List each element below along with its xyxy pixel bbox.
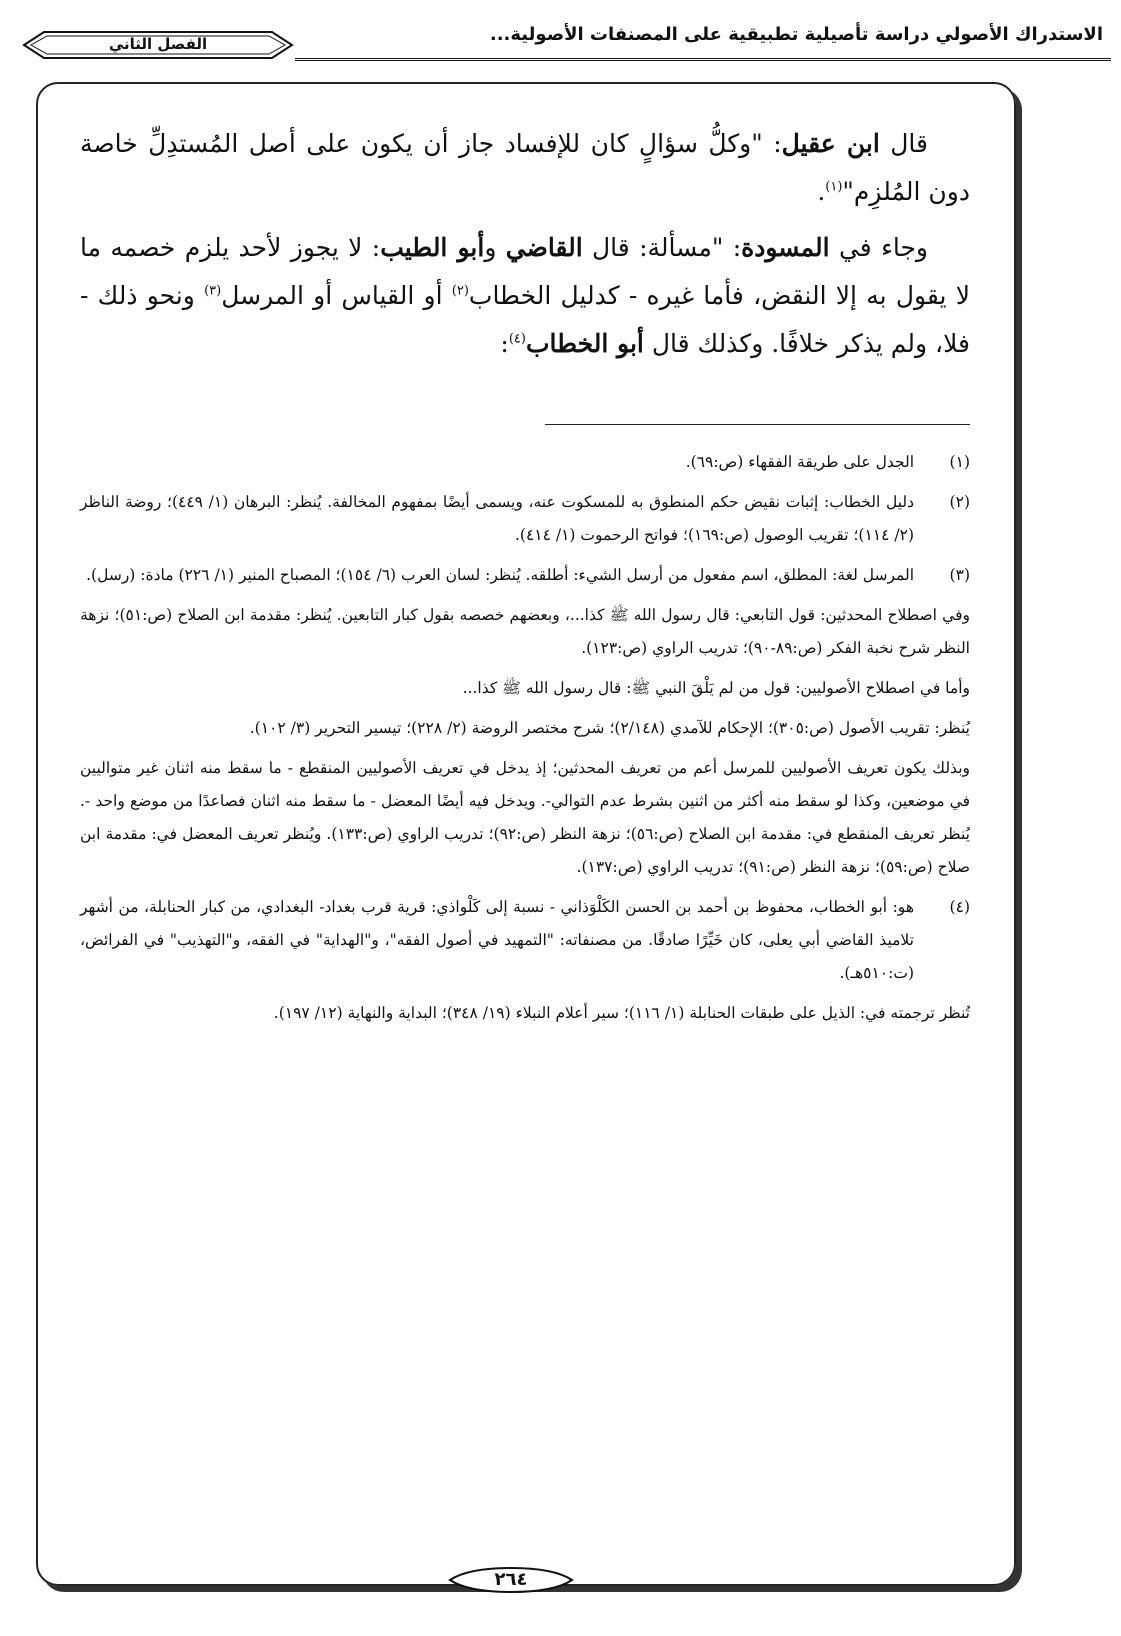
footnotes [80,446,970,1037]
paragraph-musawwada: وجاء في المسودة: "مسألة: قال القاضي وأبو الطيب: لا يجوز لأحد يلزم خصمه ما لا يقول به إلا النقض، فأما غيره - كدليل الخطاب$^{(٢)}$ أو القياس أو المرسل$^{(٣)}$ ونحو ذلك - فلا، ولم يذكر خلافًا. وكذلك قال أبو الخطاب$^{(٤)}$: [80,233,970,358]
footnote-ref-4: (٤) [508,331,526,347]
footnote-1 [80,446,970,479]
footnote-divider [545,424,970,425]
page-number-badge [448,1566,574,1594]
footnote-text: دليل الخطاب: إثبات نقيض حكم المنطوق به للمسكوت عنه، ويسمى أيضًا بمفهوم المخالفة. يُنظر: البرهان (١/ ٤٤٩)؛ روضة الناظر (٢/ ١١٤)؛ تقريب الوصول (ص:١٦٩)؛ فواتح الرحموت (١/ ٤١٤). [80,493,914,544]
header-rule [295,58,1111,61]
running-title: الاستدراك الأصولي دراسة تأصيلية تطبيقية على المصنفات الأصولية... [489,24,1103,45]
footnote-number: (٣) [949,566,970,584]
footnote-4-biography-sources: تُنظر ترجمته في: الذيل على طبقات الحنابلة (١/ ١١٦)؛ سير أعلام النبلاء (١٩/ ٣٤٨)؛ البداية والنهاية (١٢/ ١٩٧). [273,1004,970,1022]
footnote-3-usul-definition: وأما في اصطلاح الأصوليين: قول من لم يَلْقَ النبي ﷺ: قال رسول الله ﷺ كذا... [462,679,970,697]
chapter-label: الفصل الثاني [108,35,208,53]
footnote-ref-1: (١) [825,179,843,195]
name-abu-al-khattab: أبو الخطاب [525,329,644,358]
footnote-ref-3: (٣) [204,283,222,299]
paragraph-ibn-aqil: قال ابن عقيل: "وكلُّ سؤالٍ كان للإفساد جاز أن يكون على أصل المُستدِلِّ خاصة دون المُلزِم"$^{(١)}$. [80,129,970,206]
page-number: ٢٦٤ [494,1569,528,1590]
footnote-3 [80,559,970,592]
footnote-text: هو: أبو الخطاب، محفوظ بن أحمد بن الحسن الكَلْوَذاني - نسبة إلى كَلْواذي: قرية قرب بغداد- البغدادي، من كبار الحنابلة، من أشهر تلاميذ القاضي أبي يعلى، كان خَيِّرًا صادقًا. من مصنفاته: "التمهيد في أصول الفقه"، و"الهداية" في الفقه، و"التهذيب" في الفرائض، (ت:٥١٠هـ). [80,898,914,982]
footnote-4 [80,891,970,990]
footnote-number: (٢) [949,493,970,511]
page-header [0,0,1121,70]
book-title-musawwada: المسودة [741,233,830,262]
chapter-tab [22,30,294,60]
footnote-text: المرسل لغة: المطلق، اسم مفعول من أرسل الشيء: أطلقه. يُنظر: لسان العرب (٦/ ١٥٤)؛ المصباح المنير (١/ ٢٢٦) مادة: (رسل). [86,566,914,584]
footnote-3-references: يُنظر: تقريب الأصول (ص:٣٠٥)؛ الإحكام للآمدي (٢/١٤٨)؛ شرح مختصر الروضة (٢/ ٢٢٨)؛ تيسير التحرير (٣/ ١٠٢). [249,719,970,737]
footnote-number: (١) [949,453,970,471]
footnote-ref-2: (٢) [451,283,469,299]
footnote-number: (٤) [949,898,970,916]
name-qadi: القاضي [505,233,583,262]
name-abu-al-tayyib: أبو الطيب [380,233,485,262]
main-text [80,120,970,376]
footnote-text: الجدل على طريقة الفقهاء (ص:٦٩). [685,453,914,471]
footnote-3-hadith-definition: وفي اصطلاح المحدثين: قول التابعي: قال رسول الله ﷺ كذا...، وبعضهم خصصه بقول كبار التابعين. يُنظر: مقدمة ابن الصلاح (ص:٥١)؛ نزهة النظر شرح نخبة الفكر (ص:٨٩-٩٠)؛ تدريب الراوي (ص:١٢٣). [80,606,970,657]
name-ibn-aqil: ابن عقيل [781,129,880,158]
footnote-3-comparison: وبذلك يكون تعريف الأصوليين للمرسل أعم من تعريف المحدثين؛ إذ يدخل في تعريف الأصوليين المنقطع - ما سقط منه اثنان غير متواليين في موضعين، وكذا لو سقط منه أكثر من اثنين بشرط عدم التوالي-. ويدخل فيه أيضًا المعضل - ما سقط منه اثنان فصاعدًا من موضع واحد -. يُنظر تعريف المنقطع في: مقدمة ابن الصلاح (ص:٥٦)؛ نزهة النظر (ص:٩٢)؛ تدريب الراوي (ص:١٣٣). ويُنظر تعريف المعضل في: مقدمة ابن صلاح (ص:٥٩)؛ نزهة النظر (ص:٩١)؛ تدريب الراوي (ص:١٣٧). [80,759,970,876]
footnote-2 [80,486,970,552]
